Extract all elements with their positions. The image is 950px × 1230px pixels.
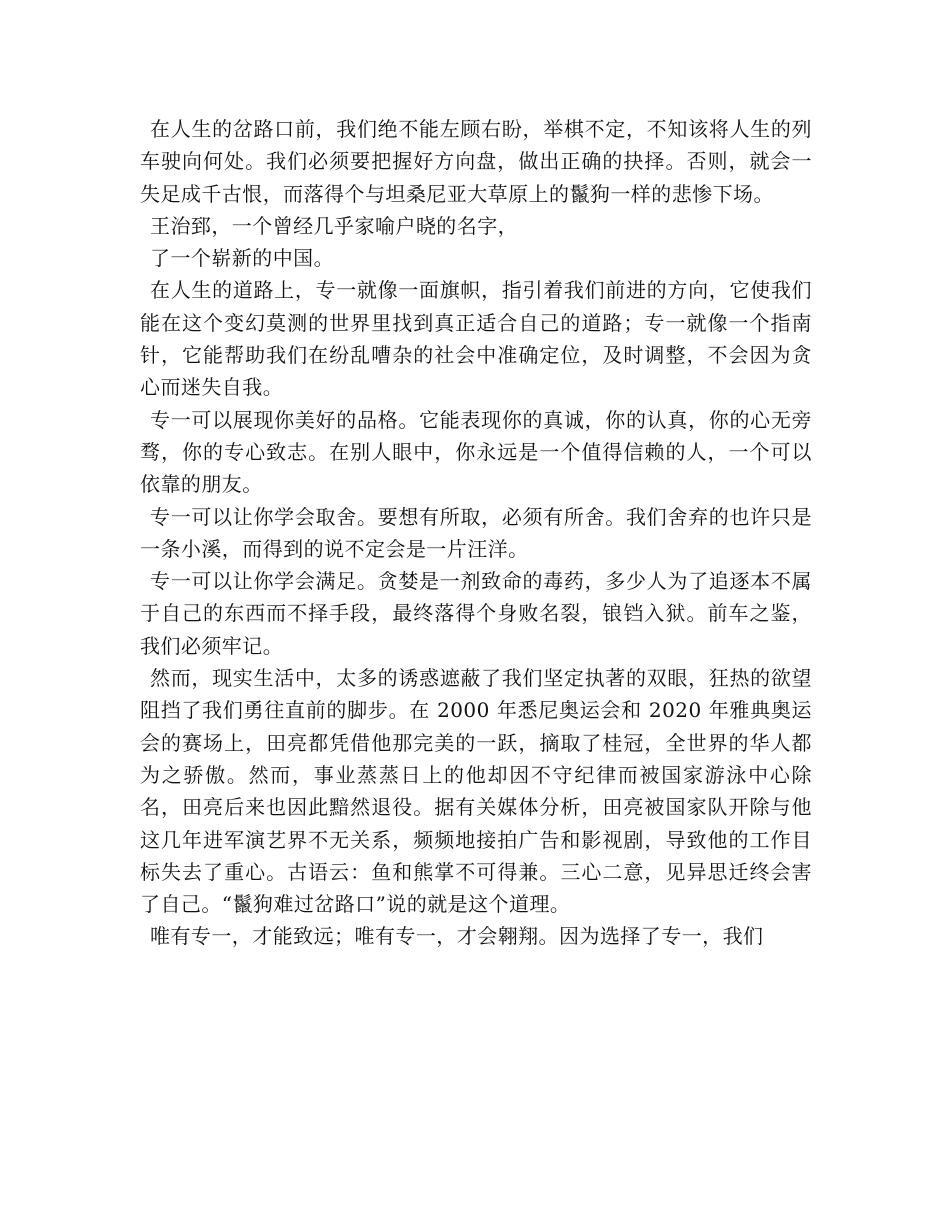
document-body (140, 113, 812, 953)
paragraph-7: 专一可以让你学会满足。贪婪是一剂致命的毒药，多少人为了追逐本不属于自己的东西而不择手段，最终落得个身败名裂，锒铛入狱。前车之鉴，我们必须牢记。 (140, 569, 812, 658)
paragraph-3: 了一个崭新的中国。 (150, 246, 335, 271)
paragraph-2: 王治郅，一个曾经几乎家喻户晓的名字， (150, 213, 519, 238)
paragraph-8: 然而，现实生活中，太多的诱惑遮蔽了我们坚定执著的双眼，狂热的欲望阻挡了我们勇往直前的脚步。在 2000 年悉尼奥运会和 2020 年雅典奥运会的赛场上，田亮都凭借他那完美的一跃，摘取了桂冠，全世界的华人都为之骄傲。然而，事业蒸蒸日上的他却因不守纪律而被国家游泳中心除名，田亮后来也因此黯然退役。据有关媒体分析，田亮被国家队开除与他这几年进军演艺界不无关系，频频地接拍广告和影视剧，导致他的工作目标失去了重心。古语云：鱼和熊掌不可得兼。三心二意，见异思迁终会害了自己。“鬣狗难过岔路口”说的就是这个道理。 (140, 666, 812, 917)
paragraph-6: 专一可以让你学会取舍。要想有所取，必须有所舍。我们舍弃的也许只是一条小溪，而得到的说不定会是一片汪洋。 (140, 504, 812, 561)
paragraph-1: 在人生的岔路口前，我们绝不能左顾右盼，举棋不定，不知该将人生的列车驶向何处。我们必须要把握好方向盘，做出正确的抉择。否则，就会一失足成千古恨，而落得个与坦桑尼亚大草原上的鬣狗一样的悲惨下场。 (140, 117, 812, 206)
paragraph-5: 专一可以展现你美好的品格。它能表现你的真诚，你的认真，你的心无旁骛，你的专心致志。在别人眼中，你永远是一个值得信赖的人，一个可以依靠的朋友。 (140, 407, 812, 497)
paragraph-9: 唯有专一，才能致远；唯有专一，才会翱翔。因为选择了专一，我们 (150, 924, 764, 949)
paragraph-4: 在人生的道路上，专一就像一面旗帜，指引着我们前进的方向，它使我们能在这个变幻莫测的世界里找到真正适合自己的道路；专一就像一个指南针，它能帮助我们在纷乱嘈杂的社会中准确定位，及时调整，不会因为贪心而迷失自我。 (140, 278, 812, 400)
